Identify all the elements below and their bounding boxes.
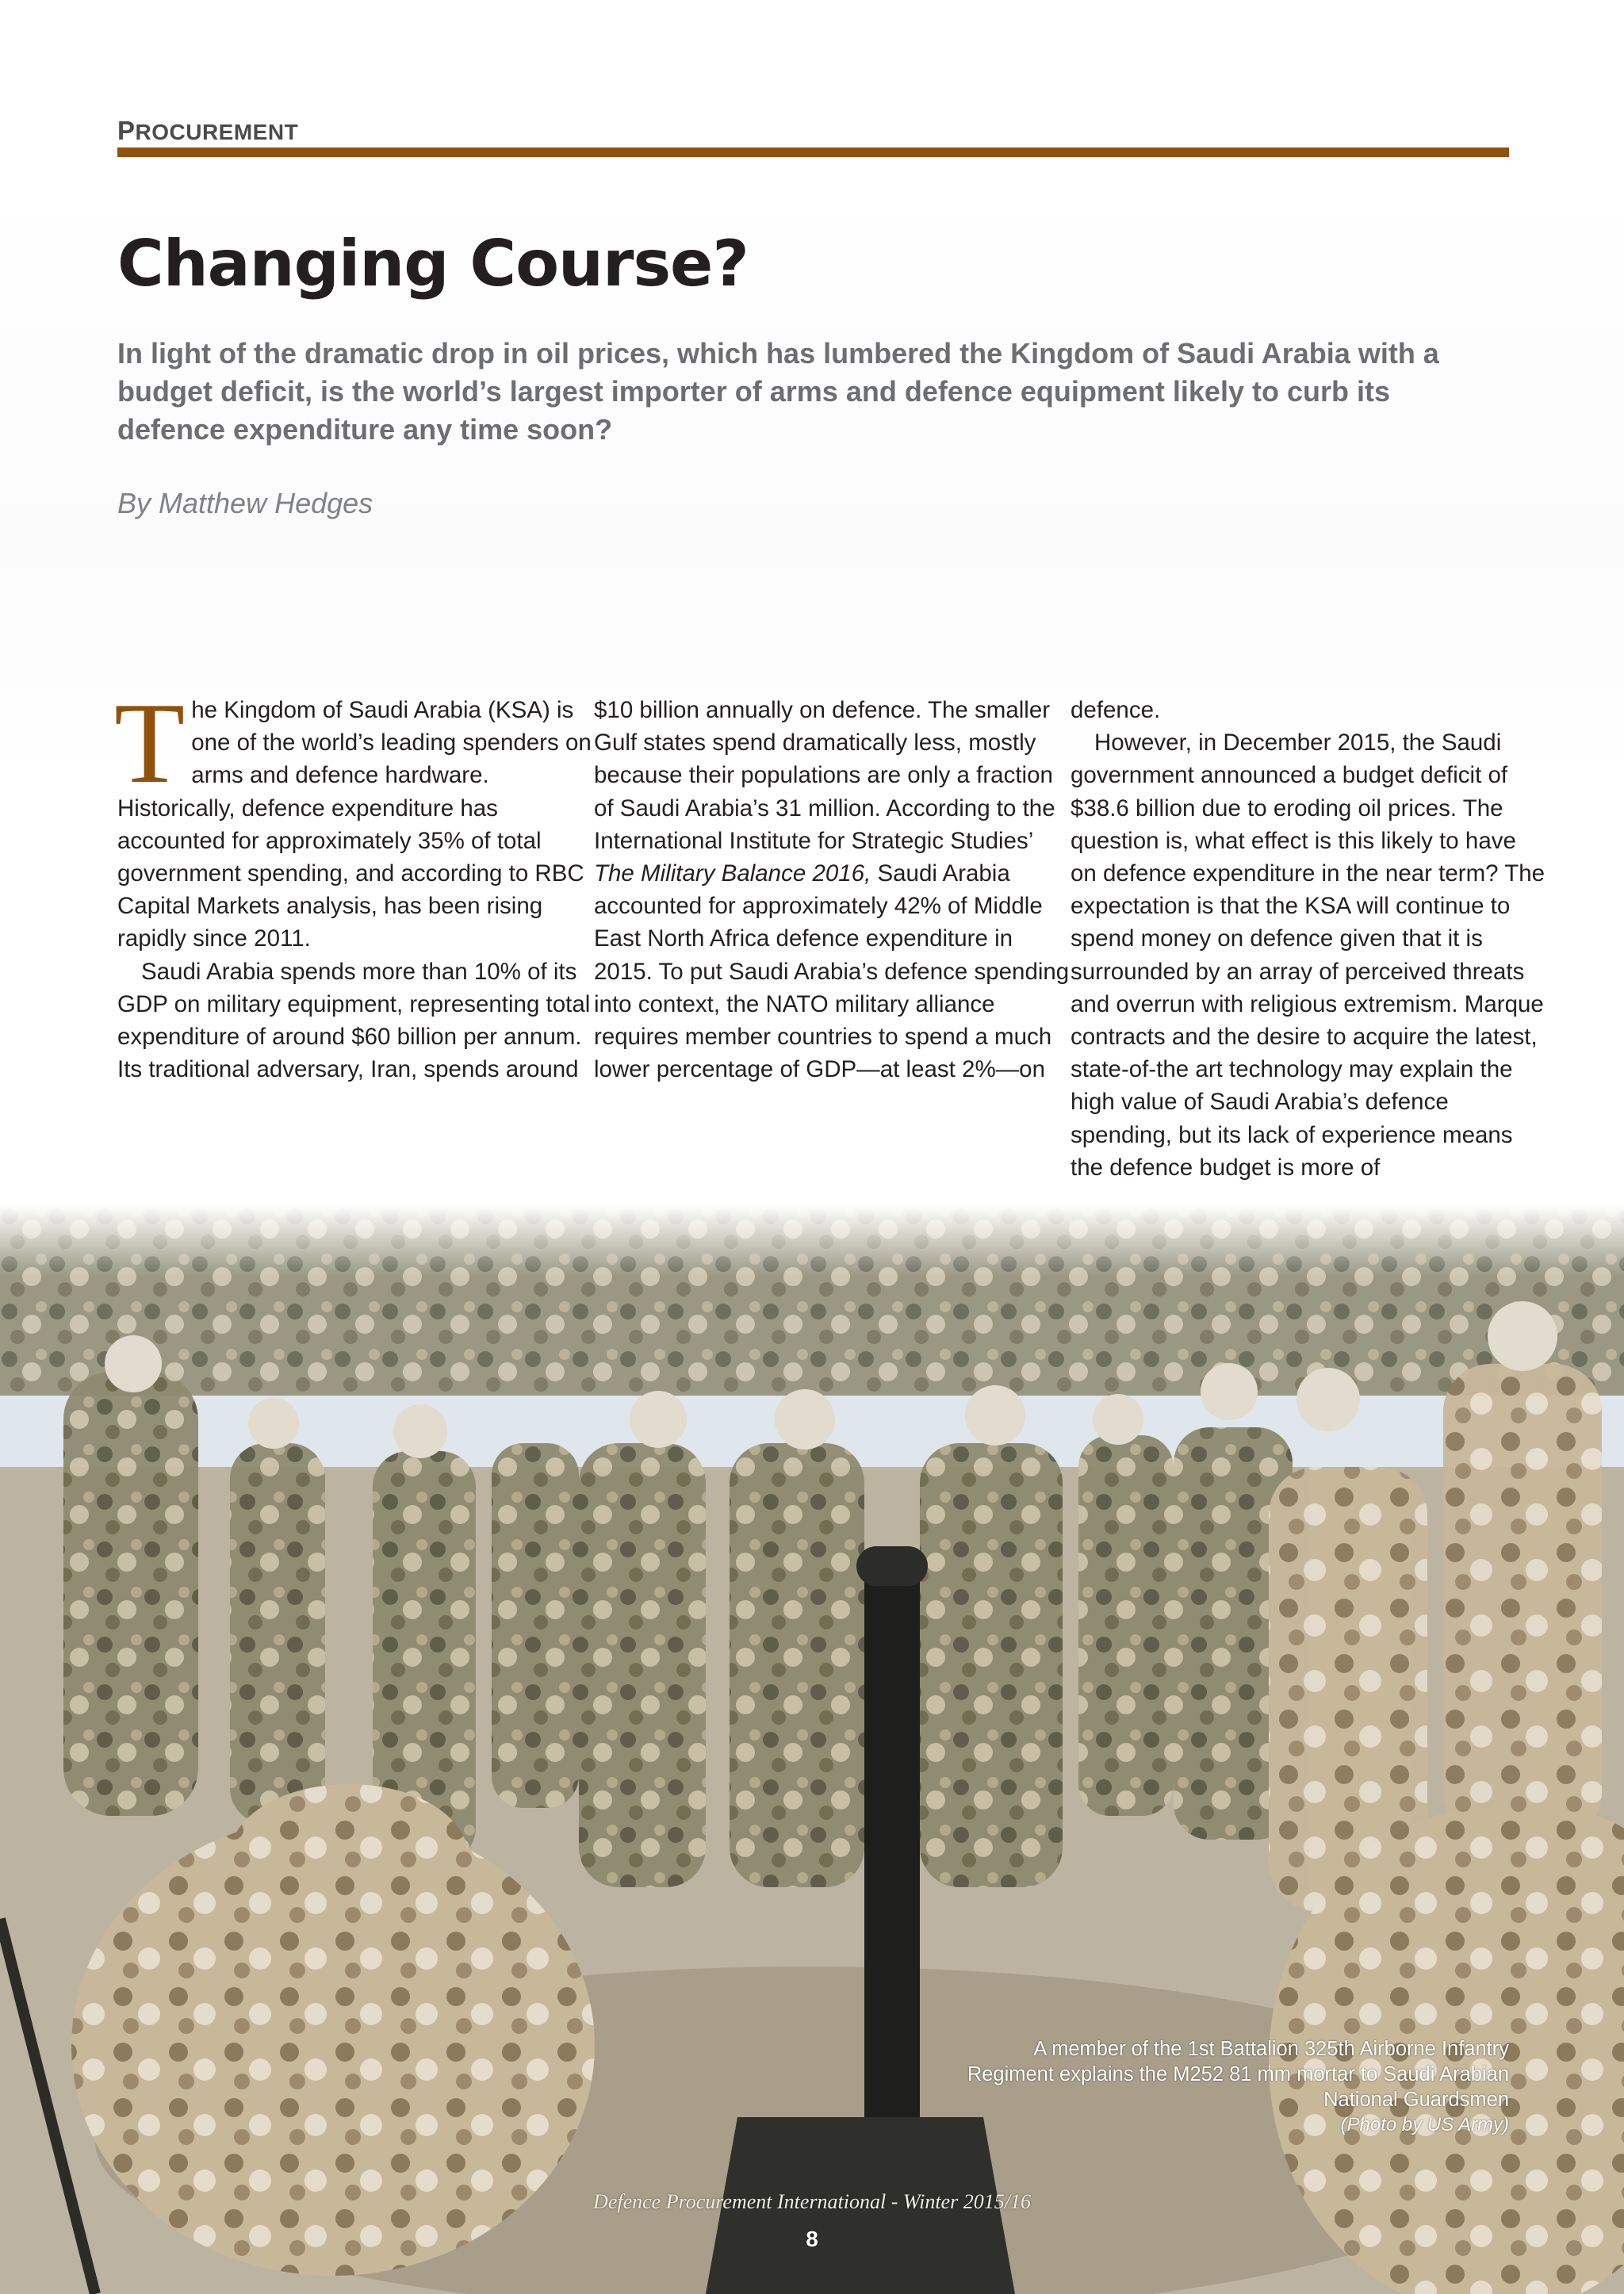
body-column-1 bbox=[114, 679, 593, 1086]
paragraph-2: $10 billion annually on defence. The smaller Gulf states spend dramatically less, mostly because their populations are only a fraction of Saudi Arabia’s 31 million. According to the International Institute for Strategic Studies’ bbox=[594, 697, 1055, 854]
article-headline: Changing Course? bbox=[117, 227, 749, 301]
page-number: 8 bbox=[806, 2227, 818, 2251]
drop-cap: T bbox=[114, 679, 186, 807]
body-column-3 bbox=[1071, 694, 1546, 1184]
footer-publication: Defence Procurement International - Winter 2015/16 bbox=[593, 2190, 1031, 2213]
article-byline: By Matthew Hedges bbox=[117, 487, 373, 519]
section-rule bbox=[117, 147, 1509, 157]
photo-credit: (Photo by US Army) bbox=[1340, 2114, 1509, 2135]
caption-text: A member of the 1st Battalion 325th Airborne Infantry Regiment explains the M252 81 mm mortar to Saudi Arabian National Guardsmen bbox=[967, 2038, 1509, 2111]
photo-caption bbox=[954, 2036, 1509, 2138]
paragraph-2: Saudi Arabia spends more than 10% of its GDP on military equipment, representing total expenditure of around $60 billion per annum. Its traditional adversary, Iran, spends around bbox=[117, 958, 591, 1083]
paragraph-2-end: defence. bbox=[1071, 697, 1161, 723]
paragraph-3: However, in December 2015, the Saudi government announced a budget deficit of $38.6 billion due to eroding oil prices. The question is, what effect is this likely to have on defence expenditure in the near term? The expectation is that the KSA will continue to spend money on defence given that it is surrounded by an array of perceived threats and overrun with religious extremism. Marque contracts and the desire to acquire the latest, state-of-the art technology may explain the high value of Saudi Arabia’s defence spending, but its lack of experience means the defence budget is more of bbox=[1071, 730, 1545, 1181]
paragraph-1: he Kingdom of Saudi Arabia (KSA) is one of the world’s leading spenders on arms and defence hardware. Historically, defence expenditure has accounted for approximately 35% of total government spending, and according to RBC Capital Markets analysis, has been rising rapidly since 2011. bbox=[117, 697, 592, 952]
publication-title-italic: The Military Balance 2016, bbox=[594, 860, 871, 887]
article-standfirst: In light of the dramatic drop in oil prices, which has lumbered the Kingdom of Saudi Arabia with a budget deficit, is the world’s largest importer of arms and defence equipment likely to curb its defence expenditure any time soon? bbox=[117, 337, 1439, 446]
paragraph-2-end: Saudi Arabia accounted for approximately 42% of Middle East North Africa defence expenditure in 2015. To put Saudi Arabia’s defence spending into context, the NATO military alliance requires member countries to spend a much lower percentage of GDP—at least 2%—on bbox=[594, 860, 1070, 1083]
section-label: PROCUREMENT bbox=[117, 116, 299, 145]
body-column-2 bbox=[594, 694, 1070, 1086]
